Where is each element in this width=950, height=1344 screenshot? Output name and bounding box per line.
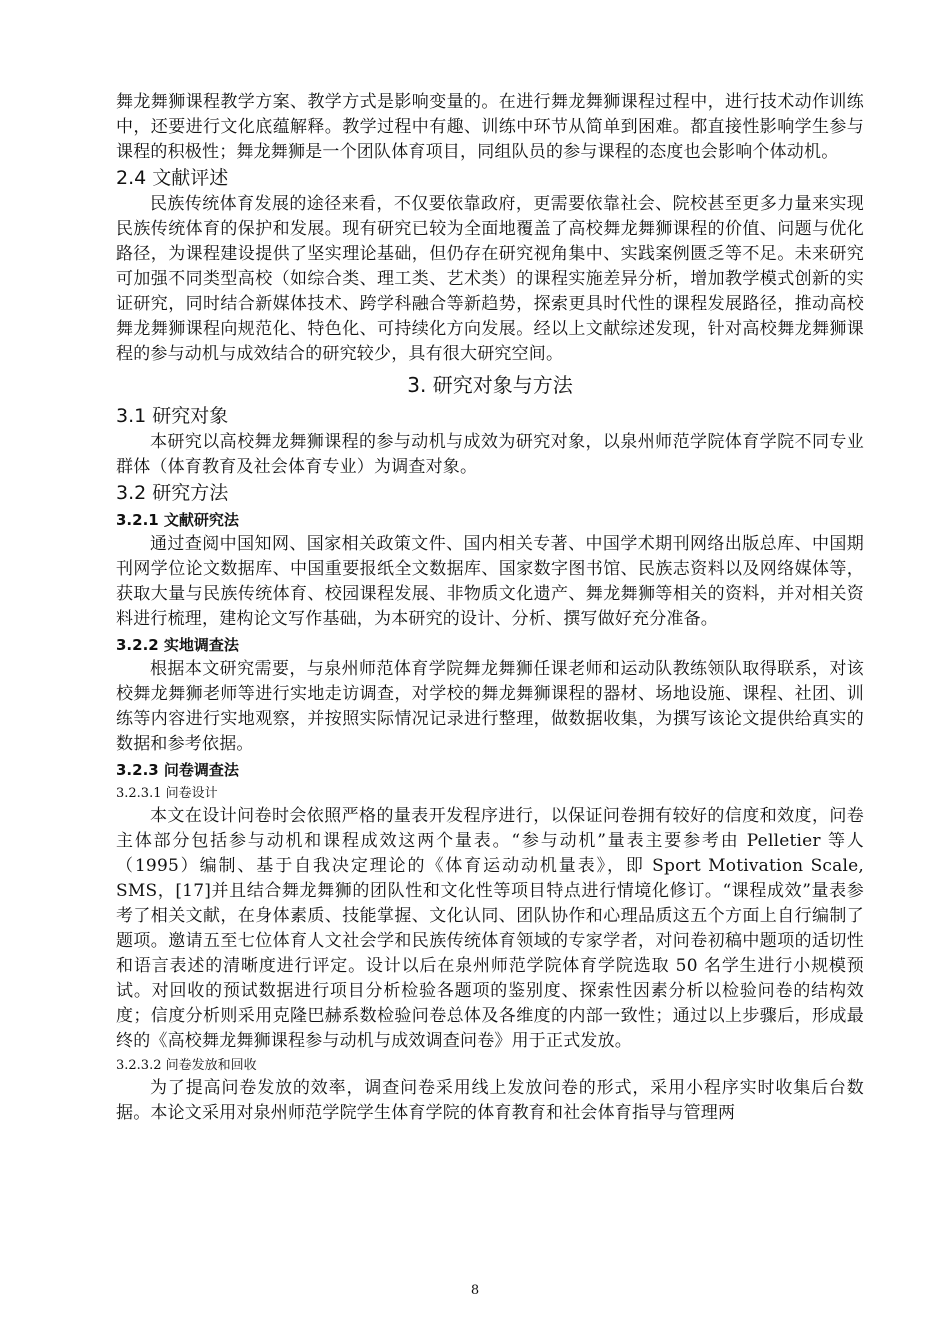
intro-paragraph: 舞龙舞狮课程教学方案、教学方式是影响变量的。在进行舞龙舞狮课程过程中，进行技术动作训练中，还要进行文化底蕴解释。教学过程中有趣、训练中环节从简单到困难。都直接性影响学生参与课程的积极性；舞龙舞狮是一个团队体育项目，同组队员的参与课程的态度也会影响个体动机。: [116, 92, 864, 162]
subsection-heading-3-2-3-2: 3.2.3.2 问卷发放和回收: [116, 1058, 257, 1073]
subsection-heading-3-2-1: 3.2.1 文献研究法: [116, 511, 239, 529]
field-survey-paragraph: 根据本文研究需要，与泉州师范体育学院舞龙舞狮任课老师和运动队教练领队取得联系，对该校舞龙舞狮老师等进行实地走访调查，对学校的舞龙舞狮课程的器材、场地设施、课程、社团、训练等内容进行实地观察，并按照实际情况记录进行整理，做数据收集，为撰写该论文提供给真实的数据和参考依据。: [116, 659, 864, 754]
research-object-paragraph: 本研究以高校舞龙舞狮课程的参与动机与成效为研究对象，以泉州师范学院体育学院不同专业群体（体育教育及社会体育专业）为调查对象。: [116, 432, 864, 477]
page-number: 8: [470, 1283, 480, 1298]
section-heading-2-4: 2.4 文献评述: [116, 167, 229, 189]
literature-review-paragraph: 民族传统体育发展的途径来看，不仅要依靠政府，更需要依靠社会、院校甚至更多力量来实现民族传统体育的保护和发展。现有研究已较为全面地覆盖了高校舞龙舞狮课程的价值、问题与优化路径，为课程建设提供了坚实理论基础，但仍存在研究视角集中、实践案例匮乏等不足。未来研究可加强不同类型高校（如综合类、理工类、艺术类）的课程实施差异分析，增加教学模式创新的实证研究，同时结合新媒体技术、跨学科融合等新趋势，探索更具时代性的课程发展路径，推动高校舞龙舞狮课程向规范化、特色化、可持续化方向发展。经以上文献综述发现，针对高校舞龙舞狮课程的参与动机与成效结合的研究较少，具有很大研究空间。: [116, 194, 864, 364]
section-heading-3-2: 3.2 研究方法: [116, 482, 229, 504]
subsection-heading-3-2-3-1: 3.2.3.1 问卷设计: [116, 786, 218, 801]
questionnaire-design-paragraph: 本文在设计问卷时会依照严格的量表开发程序进行，以保证问卷拥有较好的信度和效度，问卷主体部分包括参与动机和课程成效这两个量表。“参与动机”量表主要参考由 Pelletier 等人（1995）编制、基于自我决定理论的《体育运动动机量表》，即 Sport Motivation Scale, SMS，[17]并且结合舞龙舞狮的团队性和文化性等项目特点进行情境化修订。“课程成效”量表参考了相关文献，在身体素质、技能掌握、文化认同、团队协作和心理品质这五个方面上自行编制了题项。邀请五至七位体育人文社会学和民族传统体育领域的专家学者，对问卷初稿中题项的适切性和语言表述的清晰度进行评定。设计以后在泉州师范学院体育学院选取 50 名学生进行小规模预试。对回收的预试数据进行项目分析检验各题项的鉴别度、探索性因素分析以检验问卷的结构效度；信度分析则采用克隆巴赫系数检验问卷总体及各维度的内部一致性；通过以上步骤后，形成最终的《高校舞龙舞狮课程参与动机与成效调查问卷》用于正式发放。: [116, 806, 864, 1051]
subsection-heading-3-2-2: 3.2.2 实地调查法: [116, 636, 239, 654]
literature-method-paragraph: 通过查阅中国知网、国家相关政策文件、国内相关专著、中国学术期刊网络出版总库、中国期刊网学位论文数据库、中国重要报纸全文数据库、国家数字图书馆、民族志资料以及网络媒体等，获取大量与民族传统体育、校园课程发展、非物质文化遗产、舞龙舞狮等相关的资料，并对相关资料进行梳理，建构论文写作基础，为本研究的设计、分析、撰写做好充分准备。: [116, 534, 864, 629]
section-heading-3-1: 3.1 研究对象: [116, 405, 229, 427]
chapter-heading-3: 3. 研究对象与方法: [407, 373, 573, 397]
questionnaire-distribution-paragraph: 为了提高问卷发放的效率，调查问卷采用线上发放问卷的形式，采用小程序实时收集后台数据。本论文采用对泉州师范学院学生体育学院的体育教育和社会体育指导与管理两: [116, 1078, 864, 1123]
subsection-heading-3-2-3: 3.2.3 问卷调查法: [116, 761, 239, 779]
page-content: [116, 90, 864, 1126]
